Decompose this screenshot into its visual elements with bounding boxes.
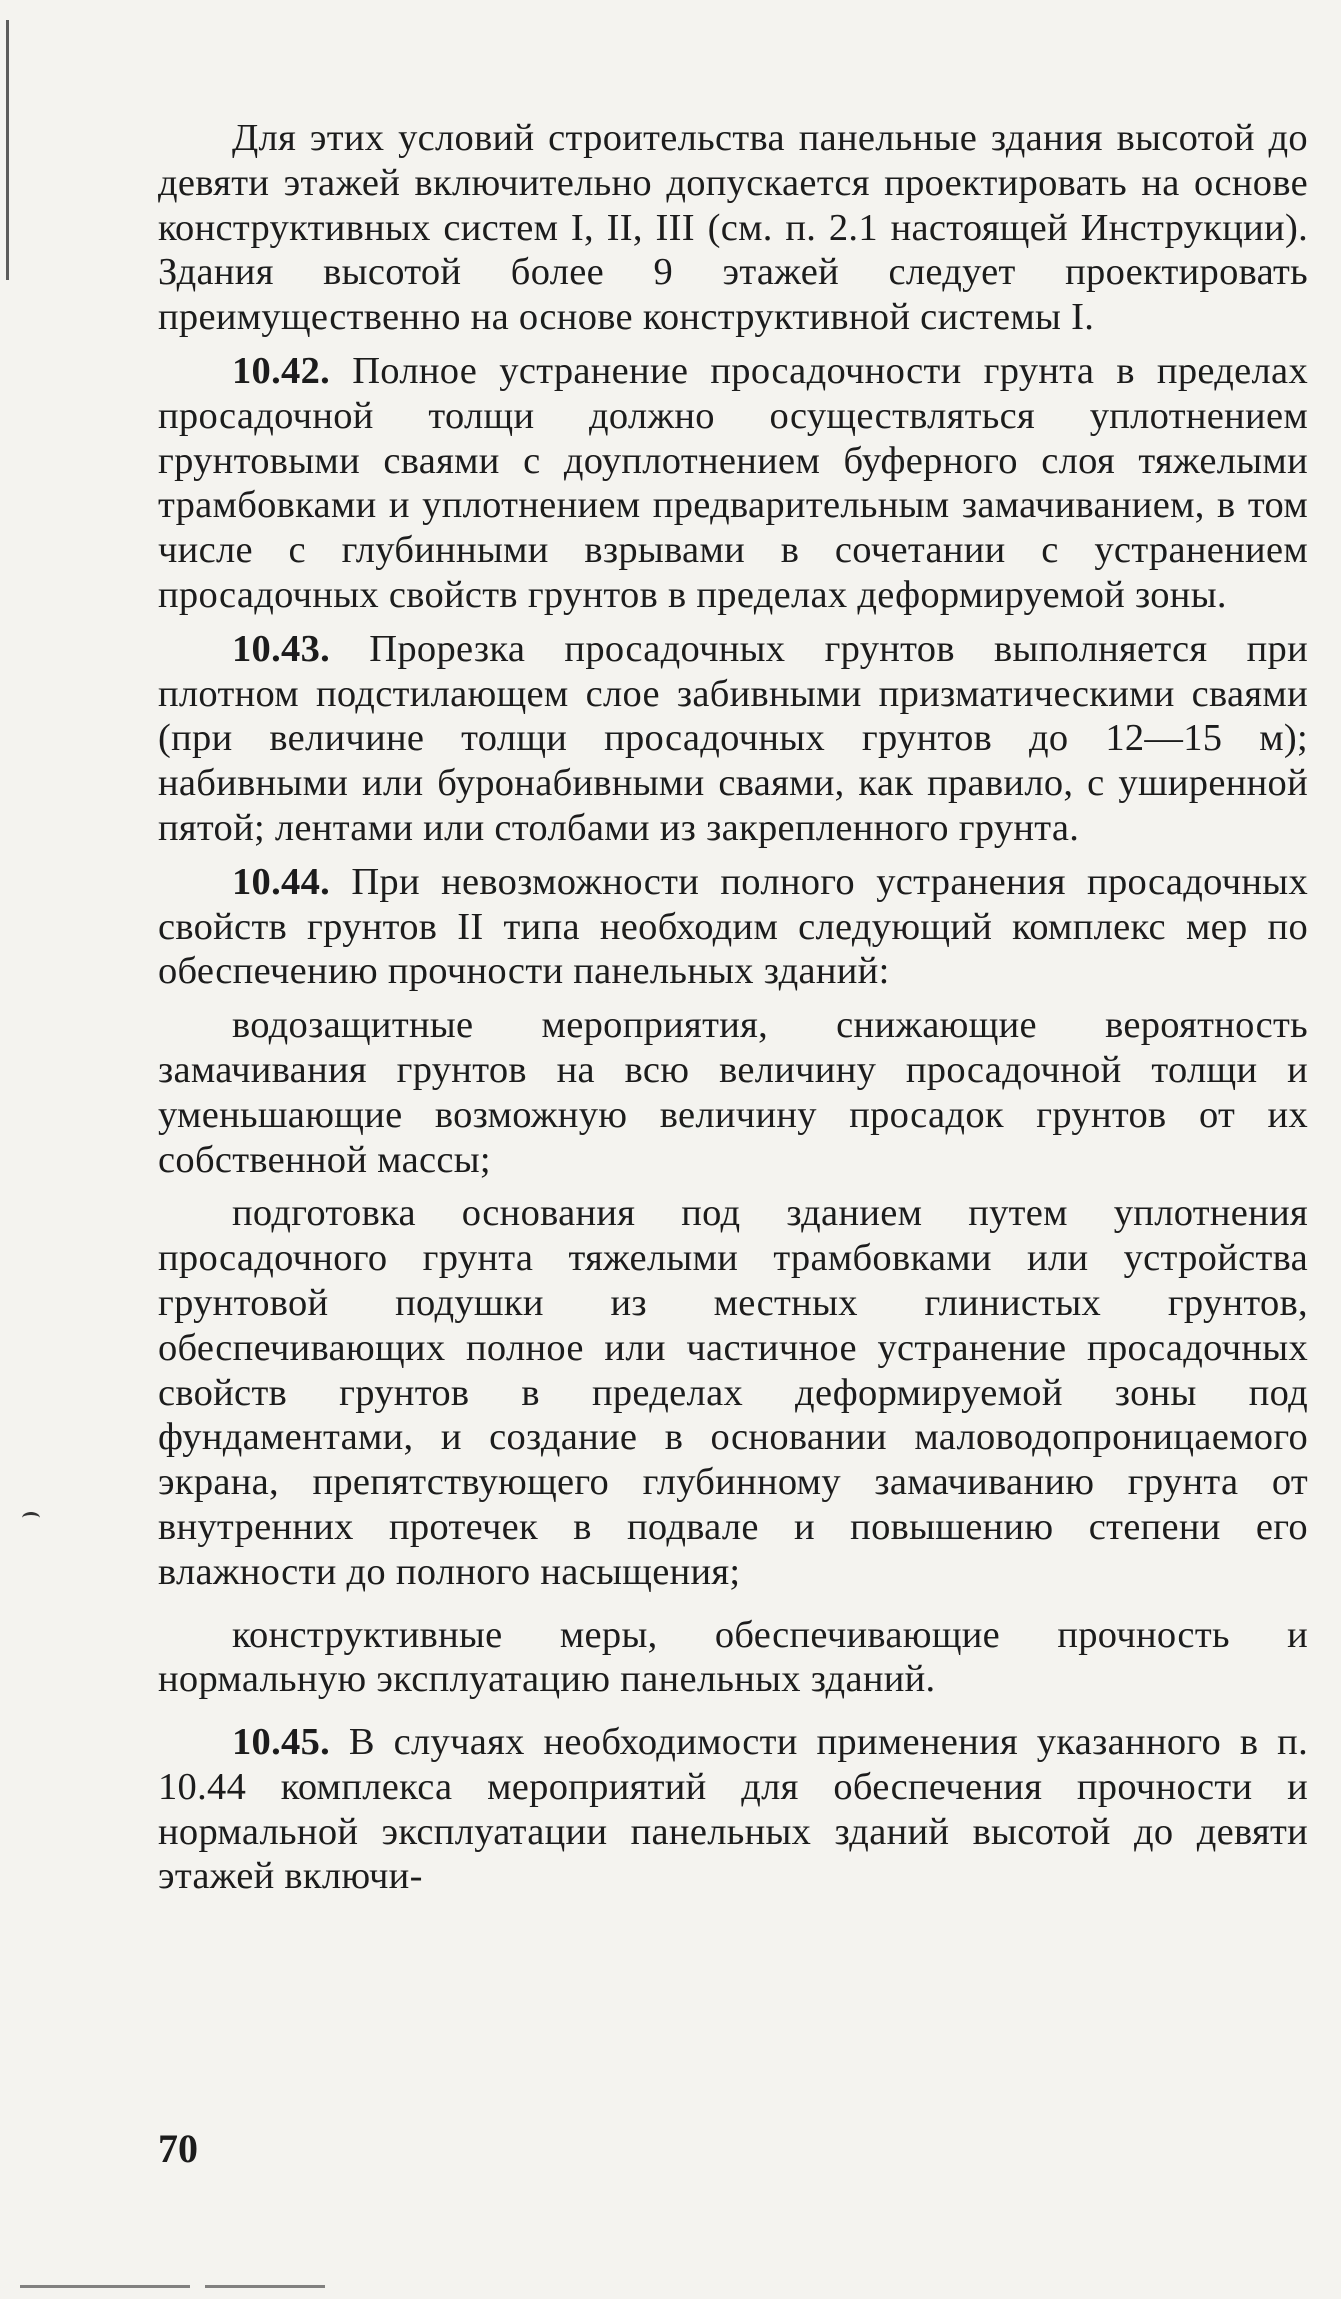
- paragraph-intro: [158, 116, 1308, 340]
- paragraph-10-44: [158, 860, 1308, 994]
- paragraph-number: 10.44.: [232, 860, 331, 903]
- paragraph-number: 10.45.: [232, 1721, 331, 1764]
- paragraph-number: 10.42.: [232, 349, 331, 392]
- page-body: [158, 116, 1308, 1908]
- scan-edge-artifact: [6, 20, 9, 280]
- paragraph-text: Для этих условий строительства панельные здания высотой до девяти этажей включительно допускается проектировать на основе конструктивных систем I, II, III (см. п. 2.1 настоящей Инструкции). Здания высотой более 9 этажей следует проектировать преимущественно на основе конструктивной системы I.: [158, 117, 1308, 339]
- scan-bottom-artifact: [20, 2285, 190, 2288]
- scan-bottom-artifact: [205, 2285, 325, 2288]
- paragraph-10-43: [158, 627, 1308, 851]
- paragraph-text: Полное устранение просадочности грунта в пределах просадочной толщи должно осуществляться уплотнением грунтовыми сваями с доуплотнением буферного слоя тяжелыми трамбовками и уплотнением предварительным замачиванием, в том числе с глубинными взрывами в сочетании с устранением просадочных свойств грунтов в пределах деформируемой зоны.: [158, 349, 1308, 616]
- paragraph-10-42: [158, 349, 1308, 618]
- paragraph-text: Прорезка просадочных грунтов выполняется при плотном подстилающем слое забивными призматическими сваями (при величине толщи просадочных грунтов до 12—15 м); набивными или буронабивными сваями, как правило, с уширенной пятой; лентами или столбами из закрепленного грунта.: [158, 627, 1308, 849]
- paragraph-10-45: [158, 1720, 1308, 1899]
- paragraph-text: При невозможности полного устранения просадочных свойств грунтов II типа необходим следующий комплекс мер по обеспечению прочности панельных зданий:: [158, 860, 1308, 993]
- scan-mark-artifact: [22, 1512, 40, 1524]
- paragraph-text: подготовка основания под зданием путем уплотнения просадочного грунта тяжелыми трамбовками или устройства грунтовой подушки из местных глинистых грунтов, обеспечивающих полное или частичное устранение просадочных свойств грунтов в пределах деформируемой зоны под фундаментами, и создание в основании маловодопроницаемого экрана, препятствующего глубинному замачиванию грунта от внутренних протечек в подвале и повышению степени его влажности до полного насыщения;: [158, 1192, 1308, 1593]
- paragraph-number: 10.43.: [232, 627, 331, 670]
- paragraph-text: В случаях необходимости применения указанного в п. 10.44 комплекса мероприятий для обеспечения прочности и нормальной эксплуатации панельных зданий высотой до девяти этажей включи-: [158, 1721, 1308, 1898]
- paragraph-text: конструктивные меры, обеспечивающие прочность и нормальную эксплуатацию панельных зданий.: [158, 1613, 1308, 1701]
- list-item-structural-measures: [158, 1613, 1308, 1703]
- paragraph-text: водозащитные мероприятия, снижающие вероятность замачивания грунтов на всю величину просадочной толщи и уменьшающие возможную величину просадок грунтов от их собственной массы;: [158, 1004, 1308, 1181]
- list-item-water-protection: [158, 1003, 1308, 1182]
- list-item-base-preparation: [158, 1191, 1308, 1594]
- page-number: 70: [158, 2126, 198, 2171]
